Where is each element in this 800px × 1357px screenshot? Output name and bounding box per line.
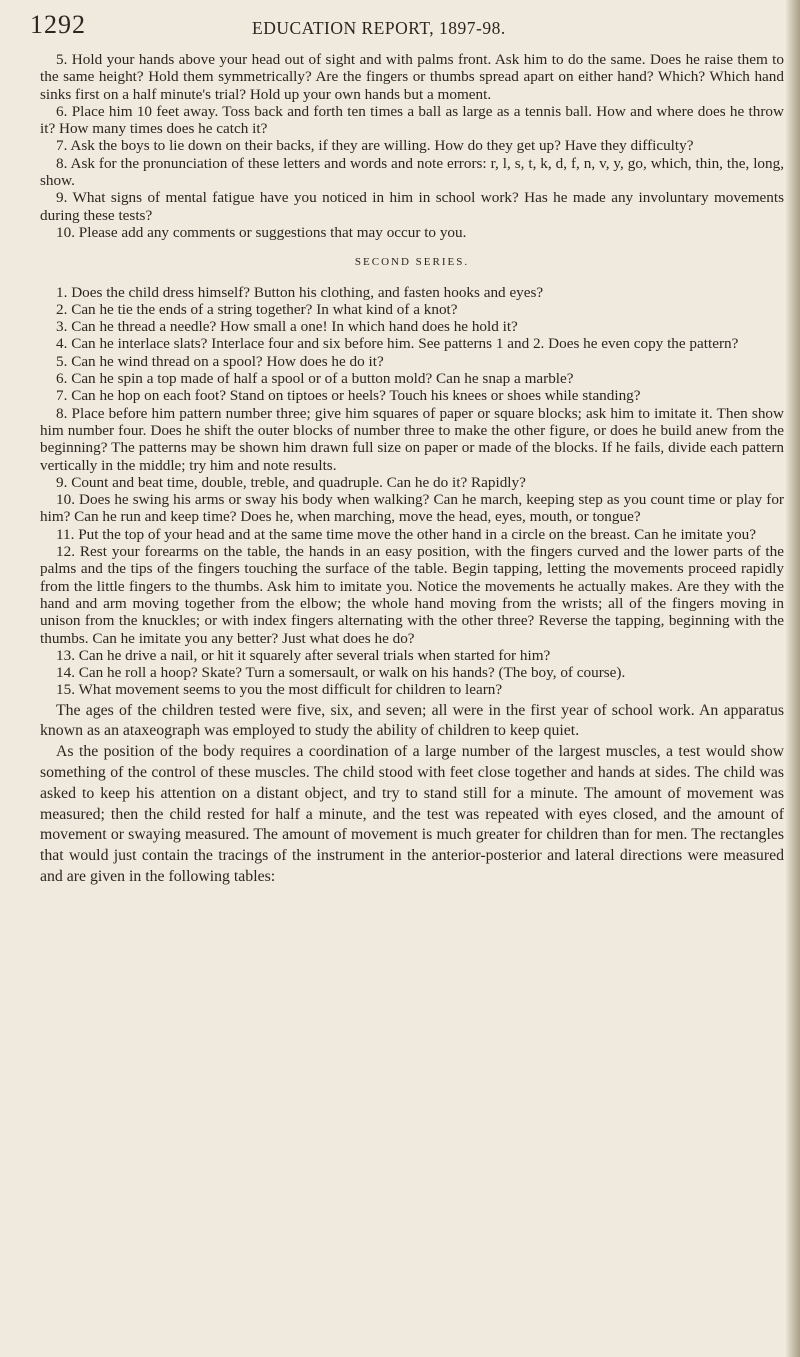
question-item: 10. Does he swing his arms or sway his body when walking? Can he march, keeping step as you count time or play for him? Can he run and keep time? Does he, when marching, move the head, eyes, mouth, or tongue? [40, 491, 784, 526]
question-item: 2. Can he tie the ends of a string together? In what kind of a knot? [56, 300, 458, 318]
section-heading: SECOND SERIES. [354, 256, 470, 269]
question-item: 9. What signs of mental fatigue have you noticed in him in school work? Has he made any involuntary movements during these tests? [40, 189, 784, 224]
question-item: 14. Can he roll a hoop? Skate? Turn a somersault, or walk on his hands? (The boy, of course). [56, 664, 626, 682]
question-item: 6. Place him 10 feet away. Toss back and forth ten times a ball as large as a tennis ball. How and where does he throw it? How many times does he catch it? [40, 102, 784, 138]
question-item: 11. Put the top of your head and at the same time move the other hand in a circle on the breast. Can he imitate you? [56, 525, 756, 543]
question-item: 8. Ask for the pronunciation of these letters and words and note errors: r, l, s, t, k, d, f, n, v, y, go, which, thin, the, long, show. [40, 154, 784, 190]
page-body [40, 51, 784, 888]
question-item: 4. Can he interlace slats? Interlace four and six before him. See patterns 1 and 2. Does he even copy the pattern? [56, 335, 739, 353]
question-item: 9. Count and beat time, double, treble, and quadruple. Can he do it? Rapidly? [56, 473, 526, 491]
question-item: 3. Can he thread a needle? How small a one! In which hand does he hold it? [56, 318, 518, 336]
page-edge [786, 0, 800, 1357]
question-item: 7. Ask the boys to lie down on their backs, if they are willing. How do they get up? Have they difficulty? [56, 137, 694, 155]
question-item: 6. Can he spin a top made of half a spool or of a button mold? Can he snap a marble? [56, 370, 574, 388]
question-item: 5. Hold your hands above your head out of sight and with palms front. Ask him to do the same. Does he raise them to the same height? Hold them symmetrically? Are the fingers or thumbs spread apart on either hand? Which? Which hand sinks first on a half minute's trial? Hold up your own hands but a moment. [40, 51, 784, 103]
question-item: 8. Place before him pattern number three; give him squares of paper or square blocks; ask him to imitate it. Then show him number four. Does he shift the outer blocks of number three to make the other figure, or does he build anew from the beginning? The patterns may be shown him drawn full size on paper or made of the blocks. If he fails, divide each pattern vertically in the middle; try him and note results. [40, 404, 784, 474]
page-number: 1292 [30, 10, 86, 39]
question-item: 10. Please add any comments or suggestions that may occur to you. [56, 223, 467, 241]
question-item: 13. Can he drive a nail, or hit it squarely after several trials when started for him? [56, 646, 551, 664]
body-paragraph: As the position of the body requires a coordination of a large number of the largest muscles, a test would show something of the control of these muscles. The child stood with feet close together and hands at sides. The child was asked to keep his attention on a distant object, and try to stand still for a minute. The amount of movement was measured; then the child rested for half a minute, and the test was repeated with eyes closed, and the amount of movement or swaying measured. The amount of movement is much greater for children than for men. The rectangles that would just contain the tracings of the instrument in the anterior-posterior and lateral directions were measured and are given in the following tables: [40, 743, 784, 886]
question-item: 12. Rest your forearms on the table, the hands in an easy position, with the fingers curved and the lower parts of the palms and the tips of the fingers touching the surface of the table. Begin tapping, letting the movements proceed rapidly from the little fingers to the thumbs. Ask him to imitate you. Notice the movements he actually makes. Are they with the hand and arm moving together from the elbow; the whole hand moving from the wrists; all of the fingers moving in unison from the knuckles; or with index fingers alternating with the other three? Reverse the tapping, beginning with the thumbs. Can he imitate you any better? Just what does he do? [40, 543, 784, 647]
question-item: 15. What movement seems to you the most difficult for children to learn? [56, 681, 503, 699]
page-header [30, 10, 770, 40]
running-head: EDUCATION REPORT, 1897-98. [252, 18, 506, 38]
body-paragraph: The ages of the children tested were five, six, and seven; all were in the first year of school work. An apparatus known as an ataxeograph was employed to study the ability of children to keep quiet. [40, 701, 784, 740]
question-item: 5. Can he wind thread on a spool? How does he do it? [56, 352, 384, 370]
question-item: 1. Does the child dress himself? Button his clothing, and fasten hooks and eyes? [56, 283, 544, 301]
question-item: 7. Can he hop on each foot? Stand on tiptoes or heels? Touch his knees or shoes while standing? [56, 387, 641, 405]
